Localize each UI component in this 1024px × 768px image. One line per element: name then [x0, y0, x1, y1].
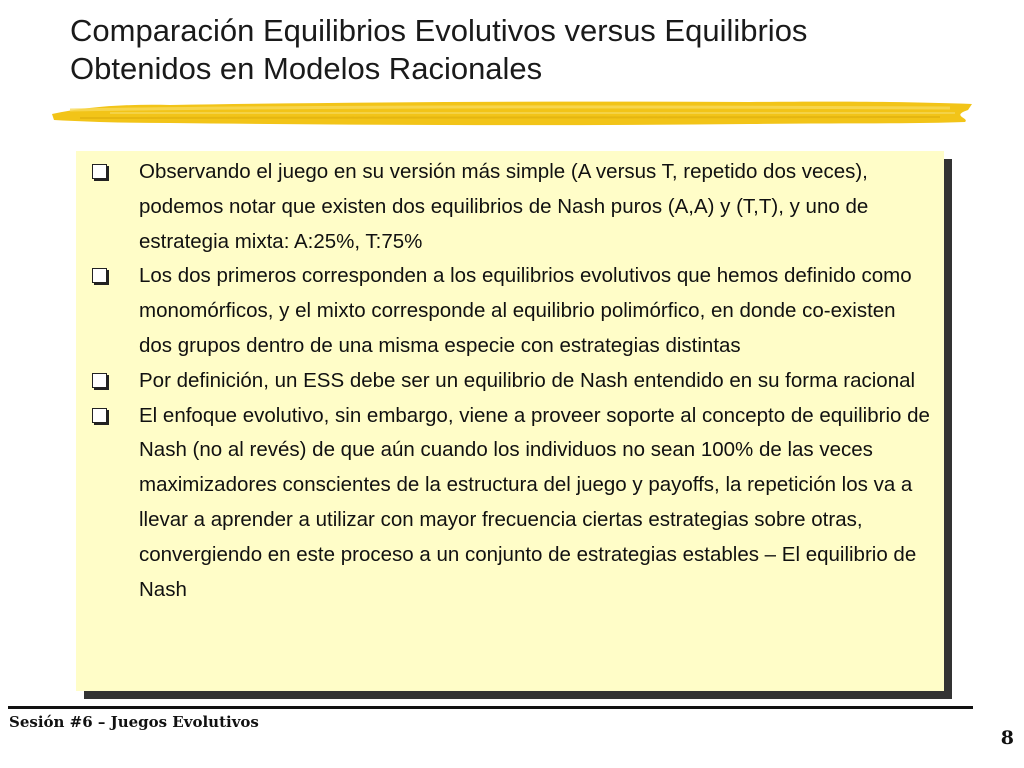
- checkbox-icon: [92, 268, 107, 283]
- bullet-item: [76, 399, 944, 608]
- bullet-list: [76, 155, 944, 607]
- bullet-item: [76, 155, 944, 259]
- bullet-item: [76, 364, 944, 399]
- checkbox-icon: [92, 373, 107, 388]
- checkbox-icon: [92, 164, 107, 179]
- content-box: [76, 151, 944, 691]
- bullet-item: [76, 259, 944, 363]
- page-number: 8: [1000, 727, 1014, 749]
- title-underline-brush-stroke: [50, 96, 975, 132]
- footer-session-label: Sesión #6 – Juegos Evolutivos: [9, 713, 259, 731]
- slide-title-line-1: Comparación Equilibrios Evolutivos versus Equilibrios: [70, 13, 808, 48]
- checkbox-icon: [92, 408, 107, 423]
- bullet-text: Por definición, un ESS debe ser un equilibrio de Nash entendido en su forma racional: [139, 368, 916, 392]
- footer-divider: [8, 706, 973, 709]
- bullet-text: El enfoque evolutivo, sin embargo, viene a proveer soporte al concepto de equilibrio de Nash (no al revés) de que aún cuando los individuos no sean 100% de las veces maximizadores conscientes de la estructura del juego y payoffs, la repetición los va a llevar a aprender a utilizar con mayor frecuencia ciertas estrategias sobre otras, convergiendo en este proceso a un conjunto de estrategias estables – El equilibrio de Nash: [139, 403, 930, 601]
- bullet-text: Los dos primeros corresponden a los equilibrios evolutivos que hemos definido como monomórficos, y el mixto corresponde al equilibrio polimórfico, en donde co-existen dos grupos dentro de una misma especie con estrategias distintas: [139, 264, 912, 357]
- bullet-text: Observando el juego en su versión más simple (A versus T, repetido dos veces), podemos notar que existen dos equilibrios de Nash puros (A,A) y (T,T), y uno de estrategia mixta: A:25%, T:75%: [139, 160, 869, 253]
- slide-title-line-2: Obtenidos en Modelos Racionales: [70, 51, 543, 86]
- slide-title: [70, 12, 970, 88]
